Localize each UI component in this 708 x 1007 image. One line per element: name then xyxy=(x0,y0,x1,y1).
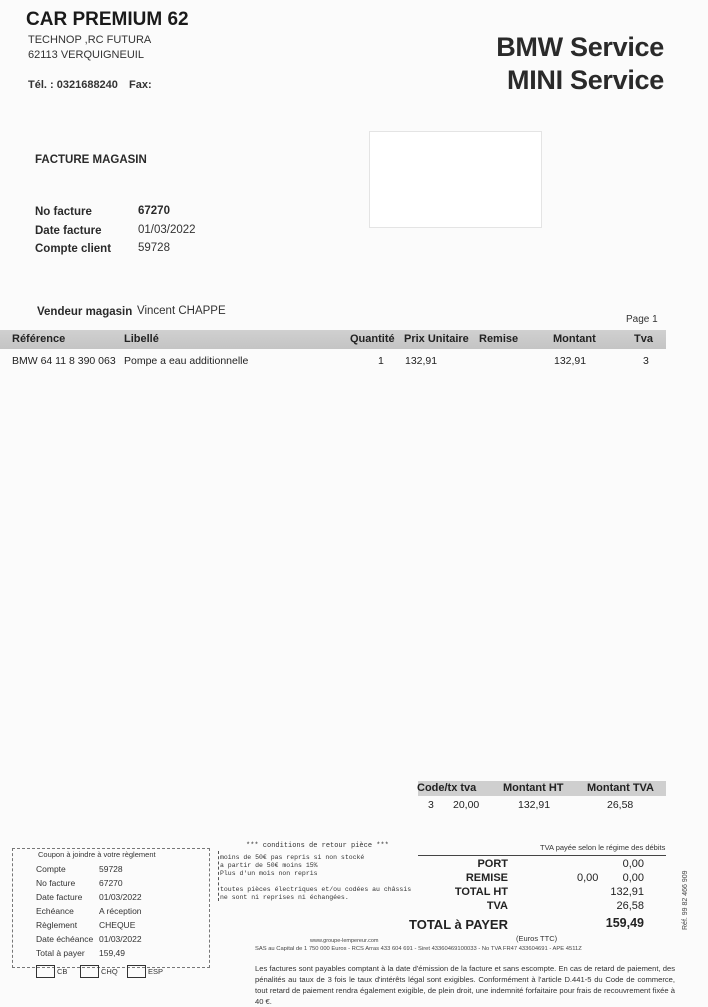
condition-line: a partir de 50€ moins 15% xyxy=(220,862,318,869)
tva-col-montant-ht: Montant HT xyxy=(503,782,564,794)
coupon-label: Date facture xyxy=(36,892,83,902)
fax-label: Fax: xyxy=(128,79,152,91)
company-name: CAR PREMIUM 62 xyxy=(26,9,189,30)
checkbox-cb-label: CB xyxy=(57,967,68,976)
checkbox-chq-label: CHQ xyxy=(101,967,118,976)
condition-line: Plus d'un mois non repris xyxy=(220,870,318,877)
coupon-value: 67270 xyxy=(99,878,123,888)
col-libelle: Libellé xyxy=(124,333,159,345)
page-number: Page 1 xyxy=(626,314,658,325)
total-ht-value: 132,91 xyxy=(610,886,644,898)
invoice-date-label: Date facture xyxy=(35,225,102,237)
col-tva: Tva xyxy=(634,333,653,345)
company-address-line1: TECHNOP ,RC FUTURA xyxy=(28,34,152,46)
row-montant: 132,91 xyxy=(554,355,587,367)
tva-regime-note: TVA payée selon le régime des débits xyxy=(540,843,666,852)
condition-line: moins de 50€ pas repris si non stocké xyxy=(220,854,365,861)
brand-bmw-service: BMW Service xyxy=(496,32,664,62)
row-libelle: Pompe a eau additionnelle xyxy=(124,355,249,367)
coupon-value: 159,49 xyxy=(99,948,125,958)
total-to-pay-label: TOTAL à PAYER xyxy=(409,917,508,932)
coupon-value: 01/03/2022 xyxy=(99,934,142,944)
condition-line: toutes pièces électriques et/ou codées au châssis xyxy=(220,886,412,893)
remise-label: REMISE xyxy=(465,872,508,884)
legal-mentions: SAS au Capital de 1 750 000 Euros - RCS Arras 433 604 691 - Siret 43360469100033 - No TVA FR47 433604691 - APE 4511Z xyxy=(255,946,582,952)
tva-rate: 20,00 xyxy=(453,799,480,811)
remise-rate: 0,00 xyxy=(577,872,599,884)
tva-montant-ht: 132,91 xyxy=(518,799,551,811)
port-label: PORT xyxy=(477,858,508,870)
col-quantite: Quantité xyxy=(350,333,395,345)
coupon-label: No facture xyxy=(36,878,76,888)
side-reference: Réf. 99 82 466 909 xyxy=(682,870,689,930)
tva-col-montant-tva: Montant TVA xyxy=(587,782,655,794)
company-website: www.groupe-lempereur.com xyxy=(310,938,379,944)
coupon-title: Coupon à joindre à votre règlement xyxy=(38,850,156,859)
customer-account-label: Compte client xyxy=(35,243,112,255)
coupon-label: Date échéance xyxy=(36,934,94,944)
col-reference: Référence xyxy=(12,333,66,345)
coupon-label: Echéance xyxy=(36,906,74,916)
row-tva: 3 xyxy=(643,355,649,367)
checkbox-chq[interactable] xyxy=(80,965,99,978)
total-to-pay-value: 159,49 xyxy=(605,916,644,930)
coupon-value: A réception xyxy=(99,906,142,916)
customer-account: 59728 xyxy=(138,242,170,254)
tva-montant-tva: 26,58 xyxy=(607,799,634,811)
seller-name: Vincent CHAPPE xyxy=(137,305,226,317)
invoice-number: 67270 xyxy=(138,205,170,217)
row-prix-unitaire: 132,91 xyxy=(405,355,438,367)
condition-line: ne sont ni reprises ni échangées. xyxy=(220,894,349,901)
brand-mini-service: MINI Service xyxy=(507,65,664,95)
tva-code: 3 xyxy=(428,799,434,811)
logo-placeholder xyxy=(369,131,542,228)
row-quantite: 1 xyxy=(378,355,384,367)
coupon-value: 59728 xyxy=(99,864,123,874)
phone-label: Tél. : xyxy=(28,79,54,91)
tva-col-code: Code/tx tva xyxy=(417,782,477,794)
col-prix-unitaire: Prix Unitaire xyxy=(404,333,469,345)
port-value: 0,00 xyxy=(622,858,644,870)
payment-terms: Les factures sont payables comptant à la date d'émission de la facture et sans escompte. En cas de retard de paiement, des pénalités au taux de 3 fois le taux d'intérêts légal sont exigibles. Conformément à l'article D.441-5 du Code de commerce, tout retard de paiement rendra également exigible, de plein droit, une indemnité forfaitaire pour frais de recouvrement fixée à 40 €. xyxy=(255,964,675,1006)
col-remise: Remise xyxy=(479,333,519,345)
coupon-label: Règlement xyxy=(36,920,78,930)
invoice-number-label: No facture xyxy=(35,206,92,218)
document-type: FACTURE MAGASIN xyxy=(35,154,147,166)
col-montant: Montant xyxy=(553,333,596,345)
company-address-line2: 62113 VERQUIGNEUIL xyxy=(28,49,144,61)
tva-total-value: 26,58 xyxy=(616,900,644,912)
total-ht-label: TOTAL HT xyxy=(454,886,508,898)
seller-label: Vendeur magasin xyxy=(37,306,133,318)
currency-note: (Euros TTC) xyxy=(516,934,558,943)
company-phone xyxy=(28,79,152,91)
coupon-value: 01/03/2022 xyxy=(99,892,142,902)
return-conditions-title: *** conditions de retour pièce *** xyxy=(246,842,389,850)
totals-divider xyxy=(418,855,666,856)
coupon-label: Compte xyxy=(36,864,66,874)
phone-number: 0321688240 xyxy=(56,79,118,91)
row-reference: BMW 64 11 8 390 063 xyxy=(12,355,116,367)
tva-total-label: TVA xyxy=(486,900,508,912)
coupon-label: Total à payer xyxy=(36,948,85,958)
coupon-value: CHEQUE xyxy=(99,920,136,930)
remise-value: 0,00 xyxy=(622,872,644,884)
invoice-date: 01/03/2022 xyxy=(138,224,196,236)
checkbox-esp[interactable] xyxy=(127,965,146,978)
checkbox-esp-label: ESP xyxy=(148,967,164,976)
checkbox-cb[interactable] xyxy=(36,965,55,978)
